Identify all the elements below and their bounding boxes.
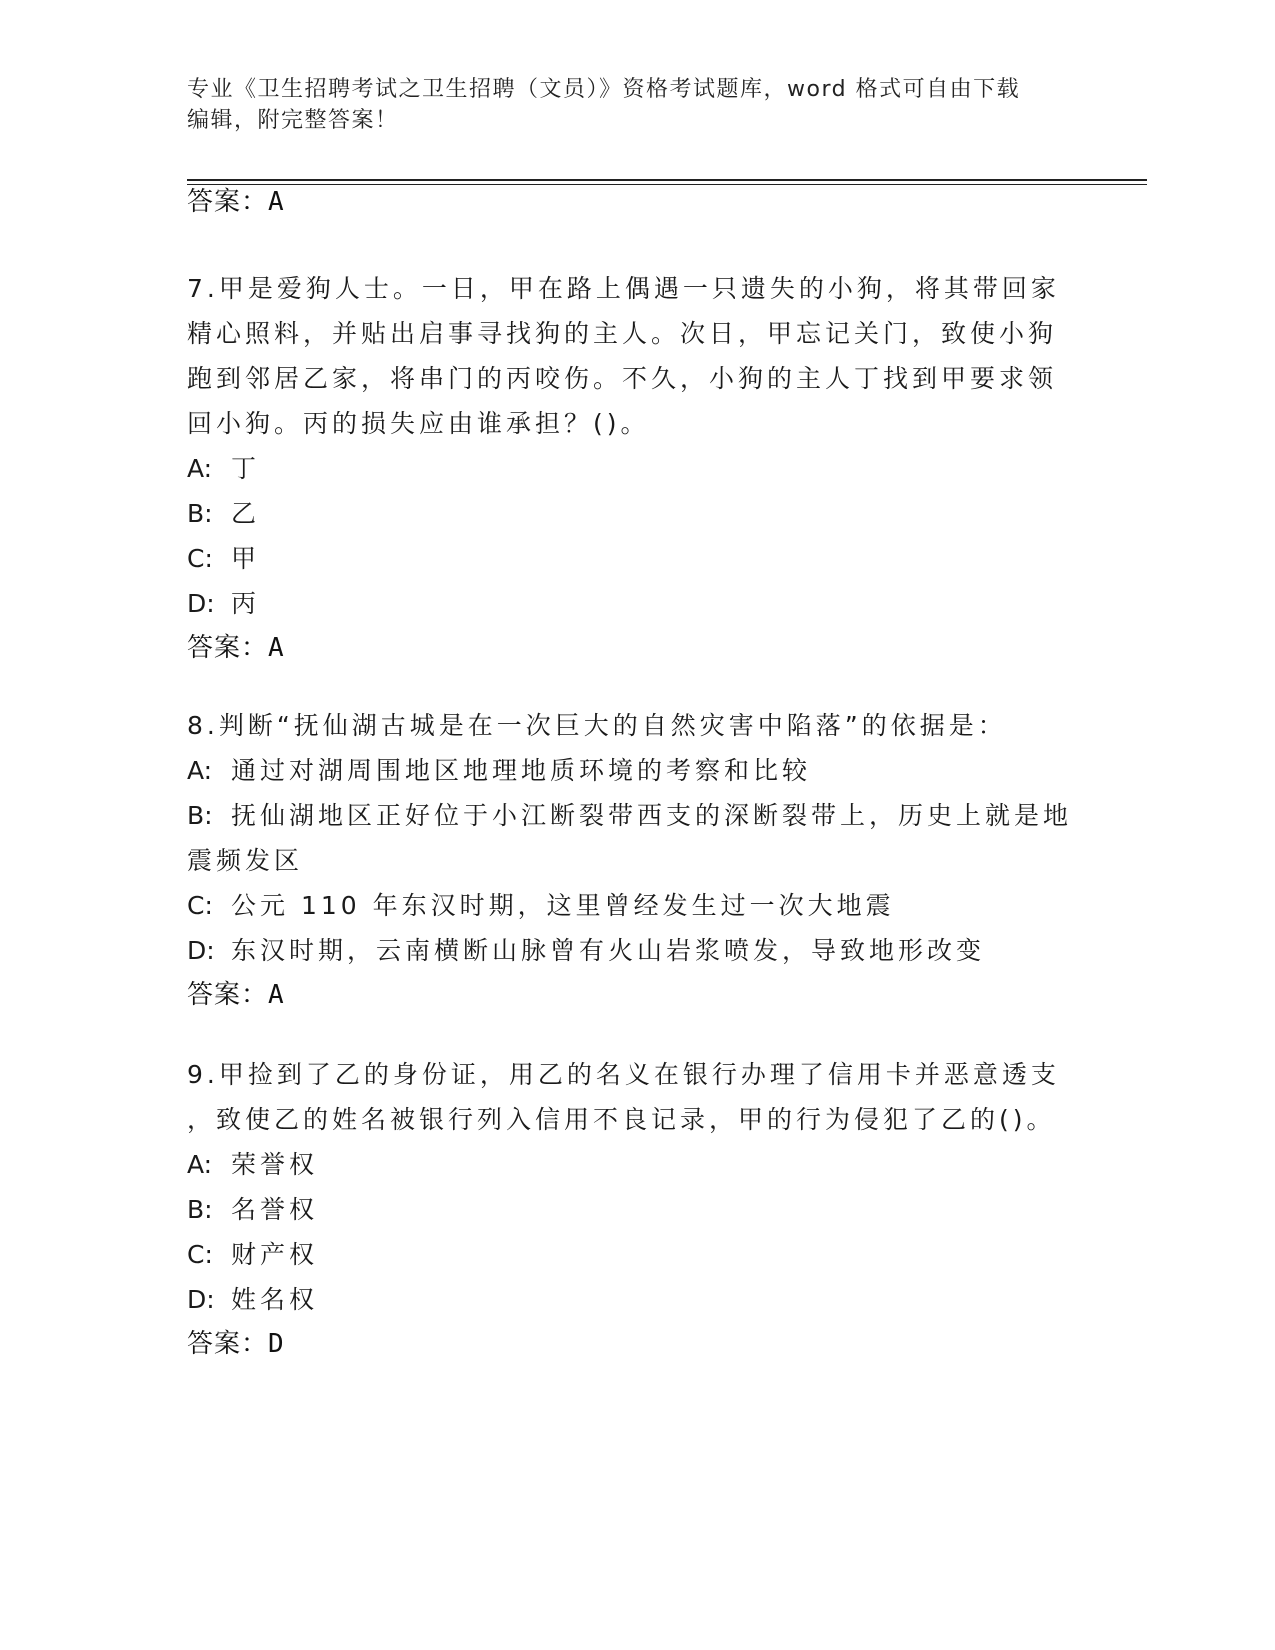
question-stem-line: 跑到邻居乙家，将串门的丙咬伤。不久，小狗的主人丁找到甲要求领 (187, 364, 1058, 393)
answer-value: A (268, 980, 285, 1010)
option-c (187, 536, 1087, 581)
option-d (187, 581, 1087, 626)
answer-line (187, 973, 1087, 1018)
question-8 (187, 703, 1087, 1018)
option-text: 姓名权 (231, 1285, 319, 1314)
option-text: 东汉时期，云南横断山脉曾有火山岩浆喷发，导致地形改变 (231, 936, 986, 965)
answer-value: D (268, 1329, 285, 1359)
option-key: A: (187, 756, 213, 785)
question-stem-line: 9.甲捡到了乙的身份证，用乙的名义在银行办理了信用卡并恶意透支 (187, 1060, 1060, 1089)
question-stem-line: ，致使乙的姓名被银行列入信用不良记录，甲的行为侵犯了乙的()。 (187, 1105, 1056, 1134)
option-key: C: (187, 891, 213, 920)
answer-label: 答案： (187, 1329, 269, 1359)
option-text: 乙 (231, 499, 261, 528)
option-text: 通过对湖周围地区地理地质环境的考察和比较 (231, 756, 812, 785)
option-b (187, 491, 1087, 536)
question-stem-line: 精心照料，并贴出启事寻找狗的主人。次日，甲忘记关门，致使小狗 (187, 319, 1058, 348)
option-key: D: (187, 936, 215, 965)
option-key: D: (187, 1285, 215, 1314)
option-a (187, 446, 1087, 491)
previous-answer-block (187, 180, 1087, 225)
answer-line (187, 1322, 1087, 1367)
answer-value: A (268, 633, 285, 663)
option-key: B: (187, 801, 213, 830)
option-b (187, 793, 1087, 838)
question-stem-line: 7.甲是爱狗人士。一日，甲在路上偶遇一只遗失的小狗，将其带回家 (187, 274, 1060, 303)
answer-line (187, 180, 1087, 225)
question-9 (187, 1052, 1087, 1367)
document-header (187, 74, 1067, 136)
option-text: 财产权 (231, 1240, 319, 1269)
option-text: 公元 110 年东汉时期，这里曾经发生过一次大地震 (231, 891, 895, 920)
option-text-continuation: 震频发区 (187, 846, 304, 875)
header-intro-line-2: 编辑，附完整答案！ (187, 108, 399, 133)
option-text: 丁 (231, 454, 261, 483)
option-text: 甲 (231, 544, 261, 573)
header-intro-line-1: 专业《卫生招聘考试之卫生招聘（文员）》资格考试题库，word 格式可自由下载 (187, 77, 1021, 102)
option-text: 丙 (231, 589, 261, 618)
option-text: 抚仙湖地区正好位于小江断裂带西支的深断裂带上，历史上就是地 (231, 801, 1073, 830)
answer-line (187, 626, 1087, 671)
option-a (187, 1142, 1087, 1187)
option-key: C: (187, 1240, 213, 1269)
option-c (187, 1232, 1087, 1277)
option-b (187, 1187, 1087, 1232)
option-key: C: (187, 544, 213, 573)
question-stem-line: 回小狗。丙的损失应由谁承担？()。 (187, 409, 650, 438)
option-text: 名誉权 (231, 1195, 319, 1224)
question-7 (187, 266, 1087, 671)
option-c (187, 883, 1087, 928)
option-d (187, 928, 1087, 973)
answer-label: 答案： (187, 633, 269, 663)
option-a (187, 748, 1087, 793)
option-key: A: (187, 1150, 213, 1179)
option-key: A: (187, 454, 213, 483)
option-key: B: (187, 1195, 213, 1224)
answer-value: A (268, 187, 285, 217)
option-key: D: (187, 589, 215, 618)
answer-label: 答案： (187, 980, 269, 1010)
question-stem-line: 8.判断“抚仙湖古城是在一次巨大的自然灾害中陷落”的依据是： (187, 711, 1007, 740)
option-text: 荣誉权 (231, 1150, 319, 1179)
option-d (187, 1277, 1087, 1322)
answer-label: 答案： (187, 187, 269, 217)
option-key: B: (187, 499, 213, 528)
